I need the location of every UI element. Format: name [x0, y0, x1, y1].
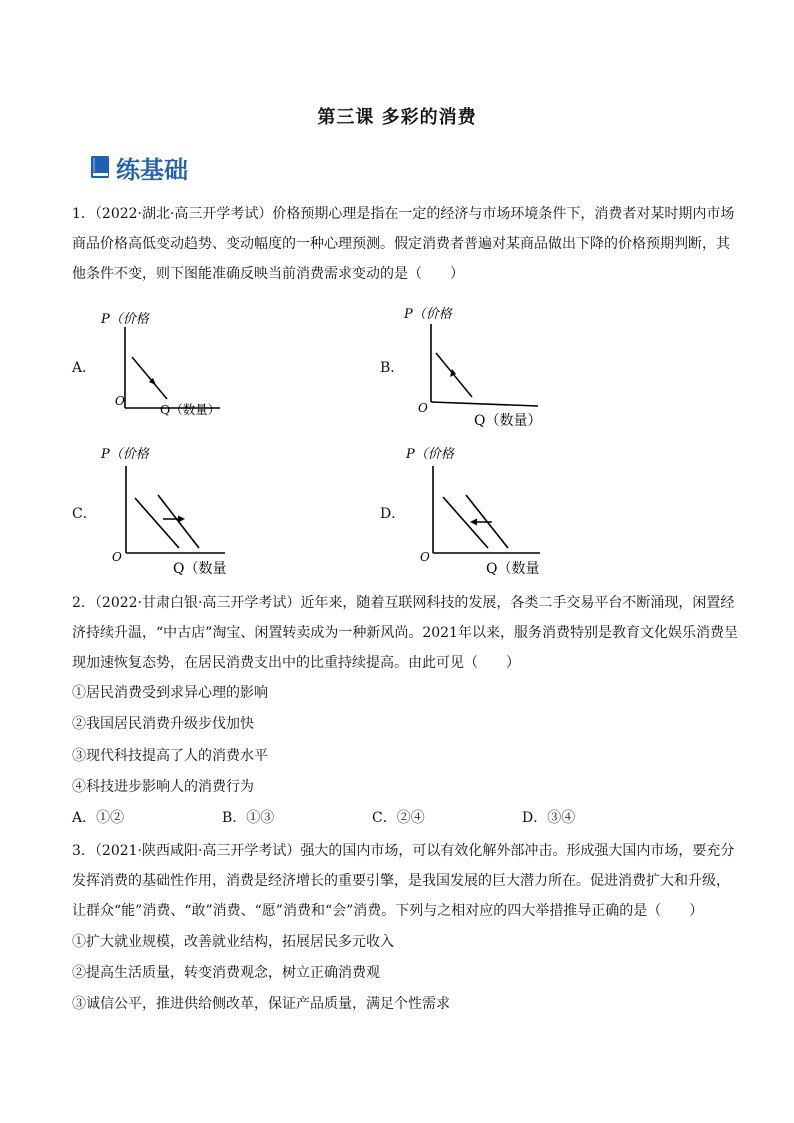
- graph-c-origin: O: [112, 550, 122, 564]
- question-2-item-1: ①居民消费受到求异心理的影响: [72, 685, 268, 701]
- graph-b-origin: O: [418, 401, 428, 415]
- question-3-item-2: ②提高生活质量，转变消费观念，树立正确消费观: [72, 965, 380, 981]
- question-2-item-4: ④科技进步影响人的消费行为: [72, 779, 254, 795]
- graph-a: [95, 305, 245, 425]
- question-1-text: 1．（2022·湖北·高三开学考试）价格预期心理是指在一定的经济与市场环境条件下，消费者对某时期内市场商品价格高低变动趋势、变动幅度的一种心理预测。假定消费者普遍对某商品做出下降的价格预期判断，其他条件不变，则下图能准确反映当前消费需求变动的是（ ）: [72, 206, 735, 282]
- choice-b: B．①③: [222, 810, 275, 826]
- graph-d-arrowhead: [470, 519, 477, 526]
- graph-a-origin: O: [115, 394, 125, 408]
- graph-a-demand-line: [132, 357, 167, 399]
- section-title: 练基础: [116, 155, 188, 184]
- graph-b: [398, 300, 558, 432]
- graph-c: [95, 440, 255, 580]
- question-3-item-1: ①扩大就业规模，改善就业结构，拓展居民多元收入: [72, 934, 394, 950]
- graph-c-q-label: Q（数量: [173, 561, 227, 577]
- section-header: [90, 150, 188, 184]
- question-2-item-2: ②我国居民消费升级步伐加快: [72, 716, 254, 732]
- graph-d-p-label: P（价格: [406, 447, 454, 462]
- question-3-text: 3．（2021·陕西咸阳·高三开学考试）强大的国内市场，可以有效化解外部冲击。形成强大国内市场，要充分发挥消费的基础性作用，消费是经济增长的重要引擎，是我国发展的巨大潜力所在。促进消费扩大和升级，让群众“能”消费、“敢”消费、“愿”消费和“会”消费。下列与之相对应的四大举措推导正确的是（ ）: [72, 843, 735, 919]
- graph-a-q-label: Q（数量）: [160, 402, 221, 417]
- graph-d-origin: O: [420, 550, 430, 564]
- graph-c-arrowhead: [178, 516, 185, 523]
- option-d-label: D．: [380, 506, 406, 522]
- graph-d: [400, 440, 560, 580]
- question-2-choices: [72, 807, 672, 827]
- page-title: 第三课 多彩的消费: [317, 107, 477, 128]
- graph-d-q-label: Q（数量: [486, 561, 540, 577]
- graph-a-p-label: P（价格: [101, 312, 149, 327]
- question-2-item-3: ③现代科技提高了人的消费水平: [72, 748, 268, 764]
- choice-c: C．②④: [372, 810, 425, 826]
- question-2-text: 2．（2022·甘肃白银·高三开学考试）近年来，随着互联网科技的发展，各类二手交易平台不断涌现，闲置经济持续升温，“中古店”淘宝、闲置转卖成为一种新风尚。2021年以来，服务消费特别是教育文化娱乐消费呈现加速恢复态势，在居民消费支出中的比重持续提高。由此可见（ ）: [72, 595, 738, 671]
- choice-a: A．①②: [72, 810, 125, 826]
- book-icon: [90, 155, 110, 179]
- graph-c-p-label: P（价格: [101, 447, 149, 462]
- graph-c-demand-line-1: [135, 498, 179, 548]
- option-c-label: C．: [72, 506, 97, 522]
- question-3-item-3: ③诚信公平，推进供给侧改革，保证产品质量，满足个性需求: [72, 996, 450, 1012]
- option-a-label: A．: [72, 360, 97, 376]
- graph-b-p-label: P（价格: [404, 307, 452, 322]
- graph-b-x-axis: [431, 402, 538, 406]
- choice-d: D．③④: [522, 810, 576, 826]
- graph-b-q-label: Q（数量）: [474, 413, 542, 429]
- option-b-label: B．: [380, 360, 405, 376]
